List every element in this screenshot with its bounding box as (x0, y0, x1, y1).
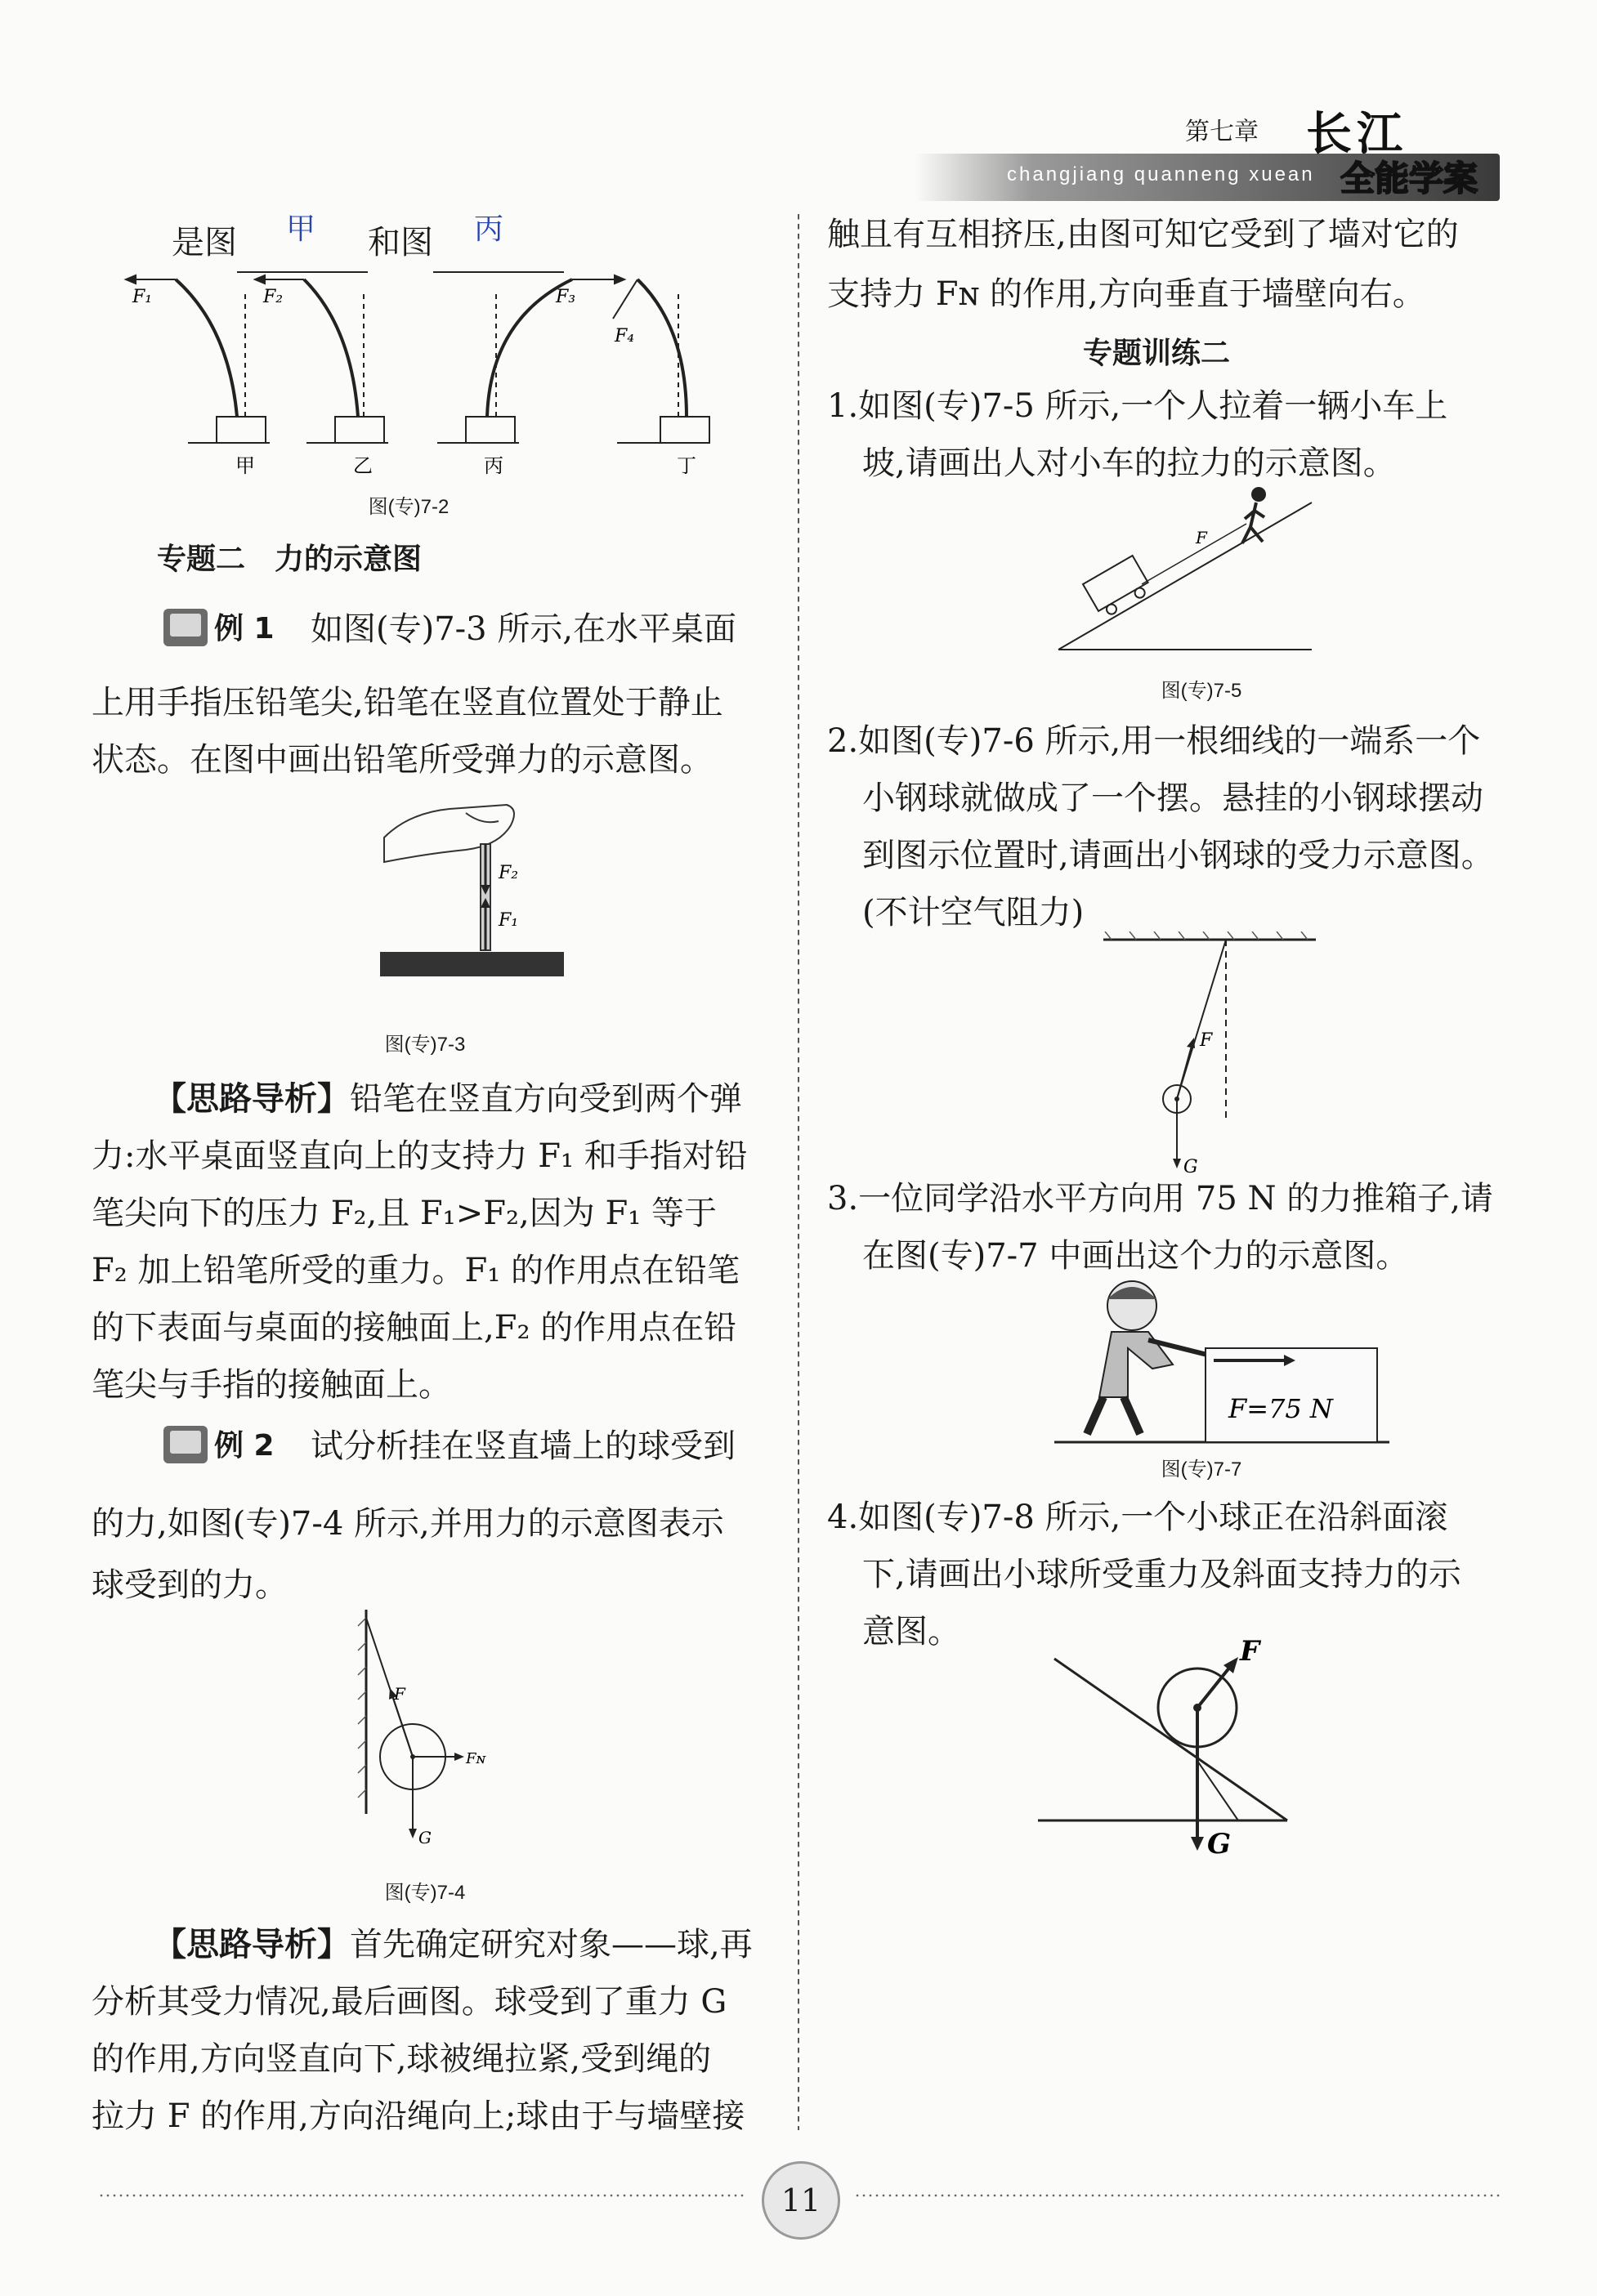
fig75-caption: 图(专)7-5 (1161, 680, 1242, 702)
ex2-line-1: 试分析挂在竖直墙上的球受到 (311, 1427, 736, 1465)
analysis2-line-2: 分析其受力情况,最后画图。球受到了重力 G (92, 1983, 727, 2021)
figure-7-7 (1050, 1275, 1393, 1446)
q2-line-4: (不计空气阻力) (862, 894, 1085, 931)
ex2-label: 例 2 (214, 1429, 275, 1463)
q4-line-1: 4.如图(专)7-8 所示,一个小球正在沿斜面滚 (827, 1499, 1448, 1536)
q1-line-1: 1.如图(专)7-5 所示,一个人拉着一辆小车上 (827, 387, 1448, 425)
column-divider (798, 214, 799, 2130)
footer-rule-right (854, 2194, 1500, 2197)
figure-7-2 (114, 261, 768, 490)
analysis1-line-2: 力:水平桌面竖直向上的支持力 F₁ 和手指对铅 (92, 1137, 748, 1175)
fig73-f2: F₂ (499, 863, 519, 883)
fig72-name-4: 丁 (677, 454, 696, 477)
section2-title: 专题二 力的示意图 (157, 543, 423, 576)
fig72-name-1: 甲 (235, 454, 255, 477)
analysis2-line-3: 的作用,方向竖直向下,球被绳拉紧,受到绳的 (92, 2040, 712, 2078)
ex2-line-2: 的力,如图(专)7-4 所示,并用力的示意图表示 (92, 1505, 724, 1543)
fig74-caption: 图(专)7-4 (384, 1882, 466, 1904)
q3-line-2: 在图(专)7-7 中画出这个力的示意图。 (862, 1237, 1409, 1275)
cont-line-1: 触且有互相挤压,由图可知它受到了墙对它的 (827, 216, 1459, 253)
cont-line-2: 支持力 Fɴ 的作用,方向垂直于墙壁向右。 (827, 275, 1425, 313)
fig72-f2: F₂ (263, 287, 284, 307)
analysis2-line-1: 首先确定研究对象——球,再 (350, 1926, 753, 1963)
fig72-f3: F₃ (556, 287, 576, 307)
fig78-f: F (1240, 1635, 1260, 1668)
analysis1-line-1: 铅笔在竖直方向受到两个弹 (350, 1080, 742, 1118)
fig72-name-2: 乙 (353, 454, 373, 477)
analysis1-line-3: 笔尖向下的压力 F₂,且 F₁>F₂,因为 F₁ 等于 (92, 1195, 717, 1232)
fig75-f: F (1196, 528, 1207, 547)
brand-logo-bottom: 全能学案 (1340, 159, 1478, 199)
q4-line-3: 意图。 (862, 1613, 960, 1651)
figure-7-8 (1034, 1626, 1295, 1863)
footer-rule-left (98, 2194, 744, 2197)
q2-line-2: 小钢球就做成了一个摆。悬挂的小钢球摆动 (862, 779, 1483, 817)
q2-line-1: 2.如图(专)7-6 所示,用一根细线的一端系一个 (827, 722, 1481, 760)
intro-line: 是图 甲 和图 丙 (172, 214, 564, 273)
fig72-caption: 图(专)7-2 (368, 496, 450, 518)
example-icon (163, 609, 208, 646)
fig73-caption: 图(专)7-3 (384, 1034, 466, 1056)
analysis1-tag: 【思路导析】 (154, 1080, 350, 1118)
q2-line-3: 到图示位置时,请画出小钢球的受力示意图。 (862, 837, 1494, 874)
q3-line-1: 3.一位同学沿水平方向用 75 N 的力推箱子,请 (827, 1180, 1493, 1217)
example-icon (163, 1426, 208, 1463)
q4-line-2: 下,请画出小球所受重力及斜面支持力的示 (862, 1556, 1461, 1593)
ex1-line-3: 状态。在图中画出铅笔所受弹力的示意图。 (92, 741, 713, 779)
fig72-f4: F₄ (615, 326, 635, 346)
chapter-label: 第七章 (1185, 118, 1259, 145)
figure-7-5 (1050, 486, 1320, 662)
fig74-fn: Fɴ (466, 1750, 486, 1767)
analysis1-line-5: 的下表面与桌面的接触面上,F₂ 的作用点在铅 (92, 1309, 737, 1347)
fig77-caption: 图(专)7-7 (1161, 1458, 1242, 1481)
header-subtitle: changjiang quanneng xuean (1007, 163, 1315, 185)
fig73-f1: F₁ (499, 910, 519, 931)
fig78-g: G (1207, 1828, 1232, 1860)
ex1-line-1: 如图(专)7-3 所示,在水平桌面 (311, 610, 737, 648)
fig74-g: G (418, 1828, 432, 1847)
fig72-f1: F₁ (132, 287, 153, 307)
analysis1-line-4: F₂ 加上铅笔所受的重力。F₁ 的作用点在铅笔 (92, 1252, 740, 1289)
ex2-line-3: 球受到的力。 (92, 1566, 288, 1604)
analysis2-line-4: 拉力 F 的作用,方向沿绳向上;球由于与墙壁接 (92, 2097, 745, 2135)
q1-line-2: 坡,请画出人对小车的拉力的示意图。 (862, 444, 1396, 482)
figure-7-6 (1095, 931, 1324, 1177)
analysis1-line-6: 笔尖与手指的接触面上。 (92, 1366, 451, 1404)
fig76-g: G (1183, 1157, 1198, 1177)
page-number: 11 (762, 2161, 840, 2240)
fig72-name-3: 丙 (484, 454, 503, 477)
answer-1: 甲 (286, 212, 316, 246)
ex1-line-2: 上用手指压铅笔尖,铅笔在竖直位置处于静止 (92, 684, 723, 721)
fig77-box-label: F=75 N (1228, 1393, 1333, 1424)
figure-7-4 (343, 1610, 523, 1855)
ex1-label: 例 1 (214, 612, 275, 645)
training-title: 专题训练二 (1083, 337, 1231, 370)
answer-2: 丙 (474, 212, 504, 246)
figure-7-3 (376, 797, 572, 1009)
fig76-f: F (1200, 1030, 1213, 1051)
brand-logo-top: 长江 (1306, 107, 1407, 161)
fig74-f: F (394, 1684, 405, 1704)
analysis2-tag: 【思路导析】 (154, 1926, 350, 1963)
